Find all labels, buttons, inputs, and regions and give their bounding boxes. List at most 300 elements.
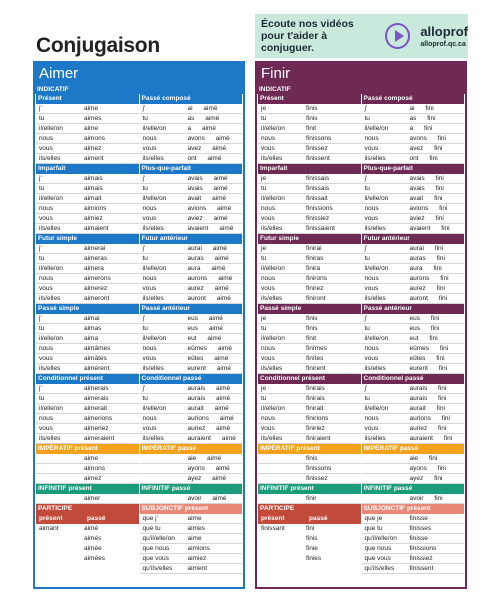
- verb-form: a aimé: [187, 125, 217, 132]
- verb-form: aimèrent: [84, 365, 110, 372]
- pronoun: qu'ils/elles: [142, 565, 173, 572]
- pronoun: [140, 494, 188, 503]
- tense-header: Passé simple: [36, 304, 139, 314]
- conjugation-row: [36, 414, 139, 424]
- pronoun: [36, 454, 84, 463]
- pronoun: j': [39, 175, 42, 182]
- tense-header: INFINITIF présent: [36, 484, 139, 494]
- verb-form: finirons: [306, 275, 327, 282]
- verb-form: finiras: [306, 255, 324, 262]
- participle-passe: fini: [306, 525, 315, 532]
- tense-column: [140, 234, 243, 304]
- verb-form: aurai aimé: [187, 245, 227, 252]
- pronoun: j': [39, 105, 42, 112]
- verb-form: aime: [84, 455, 99, 462]
- tense-column: [36, 484, 139, 504]
- participle-column: [258, 504, 361, 574]
- verb-form: aimiez: [84, 215, 103, 222]
- conjugation-row: [36, 344, 139, 354]
- conjugation-row: [140, 534, 243, 544]
- conjugation-row: [258, 154, 361, 164]
- pronoun: que tu: [142, 525, 161, 532]
- participle-row: [258, 554, 361, 564]
- conjugation-row: [36, 134, 139, 144]
- tense-block: [35, 234, 243, 304]
- tense-column: [36, 304, 139, 374]
- pronoun: nous: [364, 415, 379, 422]
- pronoun: vous: [364, 425, 379, 432]
- verb-form: ont aimé: [187, 155, 222, 162]
- conjugation-row: [362, 204, 465, 214]
- conjugation-row: [140, 424, 243, 434]
- verb-form: aurez aimé: [187, 285, 229, 292]
- pronoun: vous: [261, 425, 275, 432]
- pronoun: j': [142, 105, 146, 112]
- pronoun: il/elle/on: [261, 335, 285, 342]
- pronoun: tu: [261, 255, 267, 262]
- verb-form: finissons: [306, 135, 332, 142]
- pronoun: ils/elles: [261, 295, 283, 302]
- verb-form: eus fini: [409, 315, 440, 322]
- verb-form: ayons aimé: [187, 465, 230, 472]
- verb-form: auriez aimé: [187, 425, 231, 432]
- play-icon[interactable]: [385, 23, 410, 49]
- pronoun: tu: [39, 185, 45, 192]
- pronoun: tu: [364, 325, 370, 332]
- pronoun: vous: [261, 215, 275, 222]
- verb-form: aurait aimé: [187, 405, 229, 412]
- verb-form: finirai: [306, 245, 322, 252]
- pronoun: [140, 464, 188, 473]
- pronoun: j': [142, 175, 146, 182]
- conjugation-row: [362, 284, 465, 294]
- conjugation-row: [36, 104, 139, 114]
- conjugation-row: [258, 124, 361, 134]
- verb-form: aurons fini: [409, 275, 449, 282]
- pronoun: nous: [142, 135, 157, 142]
- verb-form: aimas: [84, 325, 102, 332]
- tense-header: INFINITIF passé: [140, 484, 243, 494]
- pronoun: tu: [261, 115, 267, 122]
- conjugation-row: [140, 124, 243, 134]
- pronoun: ils/elles: [142, 365, 164, 372]
- conjugation-row: [140, 394, 243, 404]
- verb-form: aurez fini: [409, 285, 445, 292]
- pronoun: il/elle/on: [142, 125, 167, 132]
- pronoun: il/elle/on: [364, 265, 389, 272]
- conjugation-row: [362, 264, 465, 274]
- verb-form: avais aimé: [187, 185, 228, 192]
- participle-present-label: présent: [39, 515, 63, 522]
- verb-form: aimeraient: [84, 435, 115, 442]
- tense-column: [362, 304, 465, 374]
- participle-present: aimant: [39, 525, 59, 532]
- conjugation-row: [258, 194, 361, 204]
- pronoun: vous: [364, 215, 379, 222]
- tense-block: [35, 94, 243, 164]
- pronoun: vous: [142, 145, 157, 152]
- verb-form: aimais: [84, 175, 103, 182]
- tense-column: [36, 234, 139, 304]
- verb-form: a fini: [409, 125, 433, 132]
- verb-form: ayez fini: [409, 475, 443, 482]
- conjugation-row: [362, 194, 465, 204]
- conjugation-row: [258, 364, 361, 374]
- tense-header: SUBJONCTIF présent: [362, 504, 465, 514]
- conjugation-row: [258, 174, 361, 184]
- conjugation-row: [362, 474, 465, 484]
- verb-form: finit: [306, 125, 317, 132]
- conjugation-row: [258, 464, 361, 474]
- conjugation-row: [362, 334, 465, 344]
- pronoun: vous: [142, 425, 157, 432]
- conjugation-row: [36, 424, 139, 434]
- pronoun: nous: [364, 135, 379, 142]
- verb-form: aura aimé: [187, 265, 226, 272]
- pronoun: vous: [39, 215, 53, 222]
- verb-form: finirent: [306, 365, 326, 372]
- pronoun: [362, 464, 410, 473]
- pronoun: je: [261, 385, 267, 392]
- pronoun: ils/elles: [39, 155, 61, 162]
- conjugation-row: [362, 414, 465, 424]
- pronoun: nous: [39, 135, 54, 142]
- verb-form: finirais: [306, 385, 325, 392]
- verb-form: finisse: [409, 515, 428, 522]
- pronoun: j': [364, 385, 368, 392]
- pronoun: il/elle/on: [39, 125, 63, 132]
- verb-form: aima: [84, 335, 99, 342]
- pronoun: que vous: [364, 555, 391, 562]
- tense-header: Futur antérieur: [140, 234, 243, 244]
- pronoun: vous: [142, 215, 157, 222]
- pronoun: tu: [39, 395, 45, 402]
- pronoun: je: [261, 315, 267, 322]
- conjugation-row: [36, 404, 139, 414]
- pronoun: [362, 474, 410, 483]
- conjugation-row: [258, 454, 361, 464]
- verb-form: aimons: [84, 465, 105, 472]
- conjugation-row: [36, 204, 139, 214]
- conjugation-row: [362, 464, 465, 474]
- verb-form: aurai fini: [409, 245, 444, 252]
- conjugation-row: [258, 134, 361, 144]
- pronoun: nous: [142, 345, 157, 352]
- verb-form: finissiez: [409, 555, 433, 562]
- tense-header: Présent: [258, 94, 361, 104]
- conjugation-row: [362, 424, 465, 434]
- pronoun: nous: [142, 275, 157, 282]
- verb-form: aurais aimé: [187, 395, 231, 402]
- verb-form: aimeront: [84, 295, 110, 302]
- verb-form: aie aimé: [187, 455, 222, 462]
- pronoun: nous: [39, 275, 54, 282]
- pronoun: vous: [261, 145, 275, 152]
- pronoun: tu: [142, 395, 148, 402]
- conjugation-row: [36, 274, 139, 284]
- conjugation-row: [36, 334, 139, 344]
- verb-form: eurent aimé: [187, 365, 231, 372]
- pronoun: il/elle/on: [142, 265, 167, 272]
- verb-form: aimes: [84, 115, 102, 122]
- verb-form: avons fini: [409, 135, 446, 142]
- verb-form: as fini: [409, 115, 436, 122]
- conjugation-row: [140, 334, 243, 344]
- alloprof-url[interactable]: alloprof.qc.ca: [420, 41, 466, 48]
- conjugation-row: [140, 354, 243, 364]
- pronoun: [258, 454, 306, 463]
- pronoun: nous: [39, 205, 54, 212]
- tense-header: Conditionnel présent: [258, 374, 361, 384]
- verb-form: aurions aimé: [187, 415, 234, 422]
- verb-form: aurions fini: [409, 415, 450, 422]
- pronoun: ils/elles: [39, 225, 61, 232]
- conjugation-row: [140, 194, 243, 204]
- pronoun: ils/elles: [142, 295, 164, 302]
- pronoun: tu: [142, 325, 148, 332]
- pronoun: tu: [39, 255, 45, 262]
- conjugation-row: [36, 474, 139, 484]
- tense-block: [35, 484, 243, 504]
- verb-form: finisses: [409, 525, 432, 532]
- conjugation-row: [140, 564, 243, 574]
- tense-column: [258, 234, 361, 304]
- verb-form: avons aimé: [187, 135, 230, 142]
- tense-column: [362, 234, 465, 304]
- verb-form: finis: [306, 455, 318, 462]
- conjugation-row: [140, 384, 243, 394]
- pronoun: tu: [142, 255, 148, 262]
- conjugation-row: [258, 204, 361, 214]
- verb-form: aviez aimé: [187, 215, 228, 222]
- conjugation-row: [362, 394, 465, 404]
- verb-form: eûtes aimé: [187, 355, 229, 362]
- conjugation-row: [140, 524, 243, 534]
- tense-column: [362, 444, 465, 484]
- conjugation-row: [140, 344, 243, 354]
- verb-form: aimâtes: [84, 355, 107, 362]
- verb-form: avoir aimé: [187, 495, 227, 502]
- verb-form: aimons: [84, 135, 105, 142]
- pronoun: vous: [142, 285, 157, 292]
- pronoun: j': [142, 245, 146, 252]
- verb-form: finir: [306, 495, 317, 502]
- conjugation-row: [362, 384, 465, 394]
- conjugation-row: [362, 134, 465, 144]
- participle-subheader: [36, 514, 139, 524]
- conjugation-row: [140, 364, 243, 374]
- conjugation-row: [36, 144, 139, 154]
- conjugation-row: [140, 184, 243, 194]
- verb-form: finirez: [306, 285, 324, 292]
- verb-form: aura fini: [409, 265, 442, 272]
- verb-form: aimeriez: [84, 425, 109, 432]
- tense-header: Imparfait: [258, 164, 361, 174]
- conjugation-row: [258, 404, 361, 414]
- conjugation-row: [362, 544, 465, 554]
- pronoun: il/elle/on: [142, 335, 167, 342]
- tense-column: [362, 374, 465, 444]
- verb-form: finirais: [306, 395, 325, 402]
- verb-form: avez aimé: [187, 145, 227, 152]
- conjugation-row: [36, 244, 139, 254]
- tense-column: [36, 444, 139, 484]
- participle-row: [258, 544, 361, 554]
- pronoun: vous: [261, 355, 275, 362]
- verb-form: finissaient: [306, 225, 335, 232]
- pronoun: vous: [39, 425, 53, 432]
- tense-block: [257, 164, 465, 234]
- participle-row: [258, 534, 361, 544]
- conjugation-row: [362, 224, 465, 234]
- pronoun: tu: [261, 185, 267, 192]
- conjugation-row: [258, 384, 361, 394]
- conjugation-row: [258, 494, 361, 504]
- conjugation-row: [362, 354, 465, 364]
- verb-form: auras fini: [409, 255, 445, 262]
- verb-form: finissions: [306, 205, 333, 212]
- pronoun: j': [364, 315, 368, 322]
- tense-block: [257, 304, 465, 374]
- conjugation-row: [140, 114, 243, 124]
- verb-form: finîmes: [306, 345, 327, 352]
- pronoun: il/elle/on: [261, 265, 285, 272]
- tense-header: Présent: [36, 94, 139, 104]
- verb-form: aimera: [84, 265, 104, 272]
- verb-form: finiront: [306, 295, 326, 302]
- tense-header: Plus-que-parfait: [362, 164, 465, 174]
- participle-passe: aimée: [84, 545, 102, 552]
- pronoun: que j': [142, 515, 158, 522]
- tense-header: IMPÉRATIF passé: [362, 444, 465, 454]
- pronoun: tu: [39, 325, 45, 332]
- verb-form: aviez fini: [409, 215, 444, 222]
- conjugation-row: [36, 394, 139, 404]
- pronoun: [36, 494, 84, 503]
- verb-form: aimerait: [84, 405, 108, 412]
- pronoun: j': [364, 105, 368, 112]
- verb-form: aimez: [84, 145, 102, 152]
- pronoun: [140, 454, 188, 463]
- verb-form: aimer: [84, 495, 101, 502]
- verb-form: auront aimé: [187, 295, 231, 302]
- tense-column: [140, 444, 243, 484]
- tense-block: [257, 94, 465, 164]
- pronoun: vous: [39, 355, 53, 362]
- pronoun: tu: [364, 115, 370, 122]
- verb-form: aimions: [84, 205, 107, 212]
- conjugation-row: [362, 364, 465, 374]
- conjugation-row: [362, 514, 465, 524]
- verb-form: finiraient: [306, 435, 331, 442]
- tense-block: [257, 444, 465, 484]
- participle-row: [36, 554, 139, 564]
- subjunctive-column: [140, 504, 243, 574]
- conjugation-row: [140, 554, 243, 564]
- verb-form: avions aimé: [187, 205, 232, 212]
- conjugation-row: [258, 144, 361, 154]
- verb-form: aimerions: [84, 415, 113, 422]
- conjugation-row: [258, 434, 361, 444]
- verb-form: aurons aimé: [187, 275, 233, 282]
- verb-form: aimiez: [187, 555, 207, 562]
- verb-form: eûtes fini: [409, 355, 445, 362]
- conjugation-row: [36, 324, 139, 334]
- verb-form: aurais aimé: [187, 385, 231, 392]
- tense-column: [36, 164, 139, 234]
- verb-form: finîtes: [306, 355, 324, 362]
- conjugation-row: [258, 324, 361, 334]
- conjugation-row: [362, 404, 465, 414]
- verb-form: avez fini: [409, 145, 443, 152]
- verb-form: finis: [306, 325, 318, 332]
- conjugation-row: [140, 274, 243, 284]
- conjugation-row: [362, 534, 465, 544]
- conjugation-row: [140, 464, 243, 474]
- pronoun: ils/elles: [39, 435, 61, 442]
- tense-column: [258, 484, 361, 504]
- conjugation-row: [362, 454, 465, 464]
- conjugation-row: [258, 354, 361, 364]
- verb-form: ayez aimé: [187, 475, 227, 482]
- verb-form: avais aimé: [187, 175, 228, 182]
- pronoun: [258, 474, 306, 483]
- verb-form: auraient aimé: [187, 435, 236, 442]
- pronoun: que vous: [142, 555, 169, 562]
- tense-header: Futur antérieur: [362, 234, 465, 244]
- pronoun: ils/elles: [364, 295, 386, 302]
- video-promo-banner[interactable]: [255, 14, 468, 58]
- conjugation-row: [258, 254, 361, 264]
- conjugation-row: [36, 124, 139, 134]
- pronoun: tu: [142, 185, 148, 192]
- pronoun: nous: [364, 275, 379, 282]
- conjugation-row: [258, 414, 361, 424]
- pronoun: nous: [364, 345, 379, 352]
- pronoun: tu: [39, 115, 45, 122]
- promo-text: Écoute nos vidéos pour t'aider à conjuguer.: [261, 18, 354, 54]
- verb-form: aime: [187, 515, 202, 522]
- conjugation-row: [36, 464, 139, 474]
- tense-column: [140, 484, 243, 504]
- tense-block: [35, 504, 243, 574]
- conjugation-row: [36, 284, 139, 294]
- tense-header: IMPÉRATIF présent: [258, 444, 361, 454]
- conjugation-row: [140, 284, 243, 294]
- pronoun: [140, 474, 188, 483]
- pronoun: il/elle/on: [261, 125, 285, 132]
- verb-form: eûmes fini: [409, 345, 449, 352]
- pronoun: il/elle/on: [39, 335, 63, 342]
- tense-header: PARTICIPE: [36, 504, 139, 514]
- tense-header: Passé antérieur: [362, 304, 465, 314]
- tense-column: [258, 444, 361, 484]
- verb-title: Finir: [257, 63, 465, 85]
- pronoun: je: [261, 245, 267, 252]
- conjugation-row: [140, 414, 243, 424]
- conjugation-row: [140, 134, 243, 144]
- verb-card-aimer: [33, 61, 245, 589]
- pronoun: nous: [261, 205, 276, 212]
- verb-form: aime: [187, 535, 202, 542]
- tense-header: Passé composé: [362, 94, 465, 104]
- tense-column: [140, 164, 243, 234]
- subjunctive-column: [362, 504, 465, 574]
- verb-form: aimerai: [84, 245, 106, 252]
- pronoun: nous: [261, 275, 276, 282]
- pronoun: qu'ils/elles: [364, 565, 395, 572]
- verb-card-finir: [255, 61, 467, 589]
